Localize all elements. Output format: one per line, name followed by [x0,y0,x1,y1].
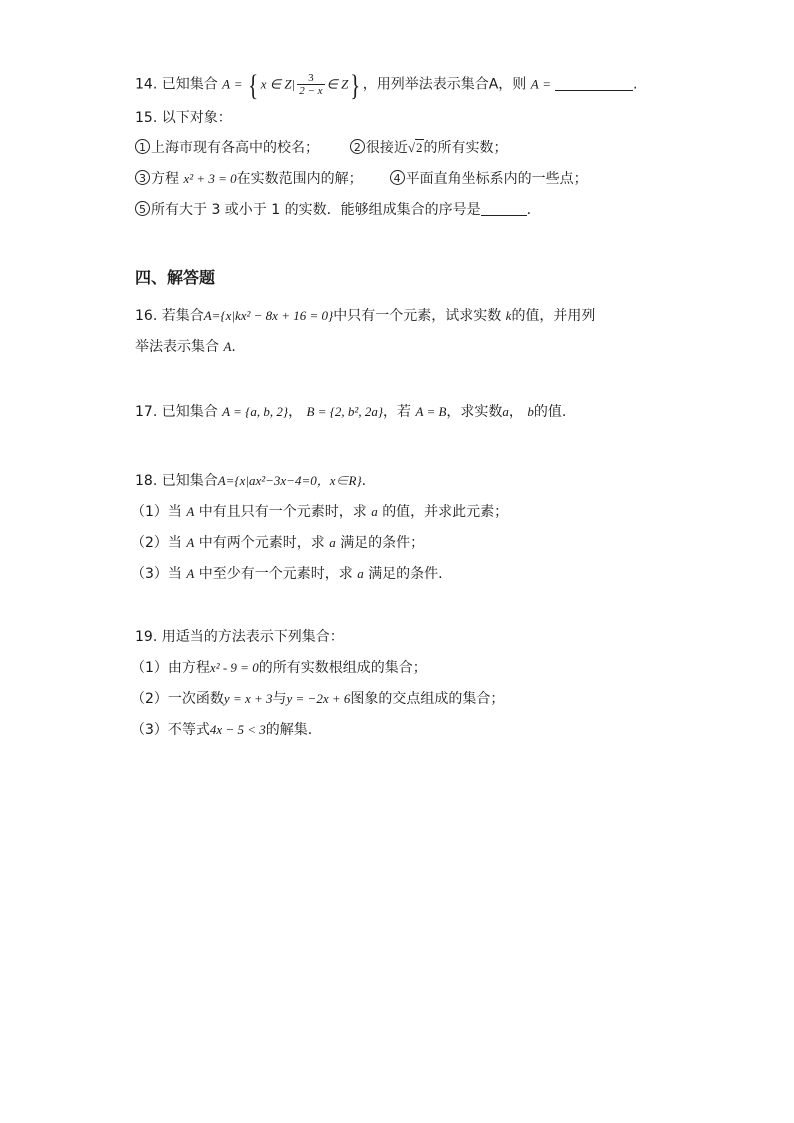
answer-blank[interactable] [555,76,633,91]
question-text: ，求实数 [446,404,503,420]
math-var: A [186,566,195,581]
sqrt-radicand: 2 [416,140,423,155]
math-var: k [505,308,512,323]
part-text: 的解集. [265,722,313,738]
part-label: （1） [131,504,168,520]
fraction-denominator: 2 − x [299,85,323,97]
math-var: a [502,404,509,419]
question-text: ，若 [383,404,412,420]
math-var: a [371,504,378,519]
part-text: 中有两个元素时，求 [198,535,325,551]
right-brace: } [350,68,361,102]
punctuation: . [361,473,367,489]
math-expr: A={x|kx² − 8x + 16 = 0} [203,308,334,323]
punctuation: . [632,76,638,93]
math-expr: ∈ Z [326,76,349,92]
math-expr: y = −2x + 6 [286,691,351,706]
part-text: 不等式 [167,722,210,738]
math-expr: x² - 9 = 0 [209,660,259,675]
circled-number: 5 [135,201,150,216]
section-heading: 四、解答题 [135,268,216,287]
answer-blank[interactable] [481,201,527,216]
question-17 [135,402,566,422]
part-label: （1） [131,660,168,676]
question-text: 的值. [533,404,567,420]
question-number: 15. [135,110,158,126]
part-text: 由方程 [167,660,210,676]
part-label: （3） [131,566,168,582]
item-text: 所有大于 3 或小于 1 的实数．能够组成集合的序号是 [151,202,481,218]
item-text: 很接近 [365,140,408,156]
punctuation: ， [288,404,303,420]
circled-number: 1 [135,139,150,154]
question-text: 以下对象： [161,110,232,126]
part-text: 满足的条件. [368,566,443,582]
punctuation: ， [508,404,523,420]
circled-number: 2 [350,139,365,154]
q18-part-2 [131,533,424,553]
circled-number: 4 [390,170,405,185]
question-number: 19. [135,629,158,645]
fraction-numerator: 3 [297,72,324,85]
question-text: 中只有一个元素，试求实数 [333,308,502,324]
part-text: 的值，并求此元素； [382,504,509,520]
question-15 [135,108,232,128]
part-text: 中有且只有一个元素时，求 [198,504,367,520]
left-brace: { [248,68,259,102]
item-text: 平面直角坐标系内的一些点； [405,171,588,187]
question-16-cont [135,337,236,357]
math-expr: y = x + 3 [223,691,273,706]
question-text: 的值，并用列 [511,308,596,324]
math-var: A [222,76,231,92]
q18-part-1 [131,502,508,522]
question-number: 18. [135,473,158,489]
math-var: A [530,76,539,92]
question-16 [135,306,595,326]
sqrt-expr: √2 [407,140,423,155]
item-text: 上海市现有各高中的校名； [151,140,319,156]
question-text: 已知集合 [161,473,218,489]
question-14 [135,68,638,102]
part-text: 的所有实数根组成的集合； [258,660,427,676]
math-expr: x ∈ Z| [260,76,296,92]
part-text: 图象的交点组成的集合； [350,691,505,707]
math-op: = [234,76,242,92]
question-number: 14. [135,76,158,93]
part-text: 中至少有一个元素时，求 [198,566,353,582]
part-label: （2） [131,535,168,551]
part-text: 一次函数 [167,691,224,707]
part-label: （3） [131,722,168,738]
part-text: 当 [167,566,182,582]
part-text: 与 [272,691,287,707]
math-var: a [357,566,364,581]
question-19 [135,627,344,647]
part-text: 当 [167,504,182,520]
punctuation: . [231,339,236,355]
math-var: A [223,339,232,354]
question-text: 用适当的方法表示下列集合： [161,629,344,645]
question-text: 举法表示集合 [135,339,219,355]
q19-part-2 [131,689,504,709]
q18-part-3 [131,564,443,584]
q19-part-1 [131,658,427,678]
item-text: 在实数范围内的解； [236,171,363,187]
q15-items-row-3 [135,200,531,220]
circled-number: 3 [135,170,150,185]
part-text: 满足的条件； [340,535,425,551]
math-expr: x² + 3 = 0 [183,171,237,186]
math-var: A [186,504,195,519]
question-number: 17. [135,404,158,420]
math-expr: A = {a, b, 2} [222,404,289,419]
question-text: 若集合 [161,308,204,324]
math-expr: B = {2, b², 2a} [306,404,384,419]
math-var: b [527,404,534,419]
math-op: = [543,76,551,92]
fraction [297,72,324,97]
math-var: A [186,535,195,550]
math-expr: A = B [415,404,447,419]
question-text: 已知集合 [161,404,218,420]
question-18 [135,471,366,491]
q15-items-row-2 [135,169,588,189]
part-text: 当 [167,535,182,551]
math-var: a [329,535,336,550]
item-text: 的所有实数； [423,140,508,156]
q19-part-3 [131,720,312,740]
question-text: 已知集合 [161,76,218,93]
item-text: 方程 [151,171,179,187]
question-number: 16. [135,308,158,324]
question-text: ，用列举法表示集合A，则 [362,76,527,93]
math-expr: A={x|ax²−3x−4=0，x∈R} [217,473,362,488]
part-label: （2） [131,691,168,707]
q15-items-row-1 [135,138,508,158]
math-expr: 4x − 5 < 3 [209,722,266,737]
punctuation: . [526,202,532,218]
